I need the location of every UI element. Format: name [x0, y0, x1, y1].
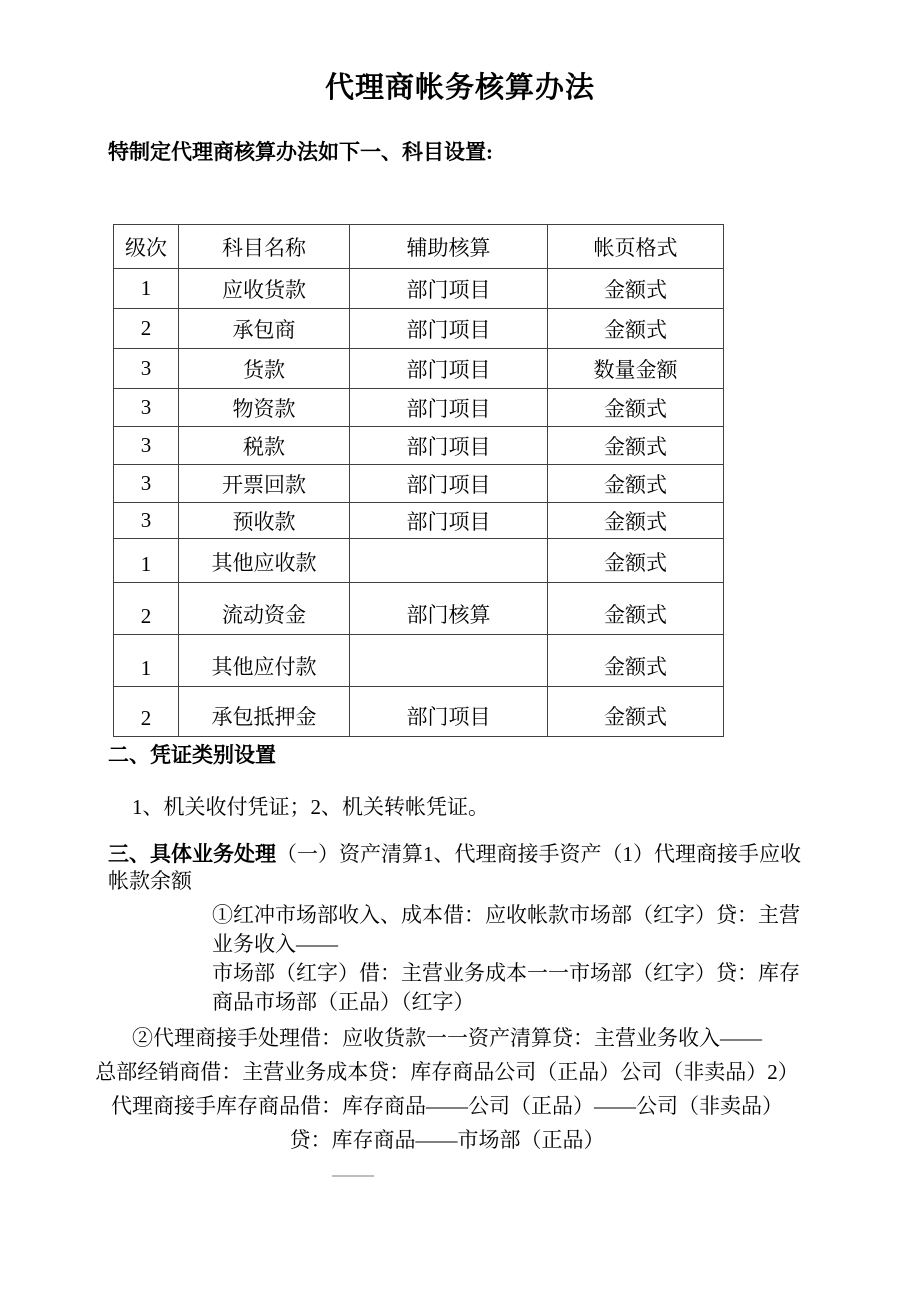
- table-cell: 3: [114, 503, 179, 539]
- entry-line: 贷：库存商品——市场部（正品）: [289, 1128, 605, 1152]
- table-row: [114, 349, 724, 389]
- entry-line: 代理商接手库存商品借：库存商品——公司（正品）——公司（非卖品）: [111, 1094, 783, 1118]
- entry-line: ①红冲市场部收入、成本借：应收帐款市场部（红字）贷：主营业务收入——: [212, 903, 800, 956]
- table-row: [114, 583, 724, 635]
- table-cell: 金额式: [548, 503, 724, 539]
- table-cell: 部门项目: [350, 269, 548, 309]
- table-cell: 2: [114, 687, 179, 737]
- table-cell: 部门核算: [350, 583, 548, 635]
- column-header: 辅助核算: [350, 225, 548, 269]
- table-row: [114, 309, 724, 349]
- table-cell: 物资款: [179, 389, 350, 427]
- table-cell: 数量金额: [548, 349, 724, 389]
- entry-line: ②代理商接手处理借：应收货款一一资产清算贷：主营业务收入——: [132, 1026, 762, 1050]
- section3-heading-rest-part: （一）资产清算1、代理商接手资产（1）代理商接手应收帐款余额: [108, 842, 801, 893]
- table-cell: 金额式: [548, 389, 724, 427]
- column-header: 帐页格式: [548, 225, 724, 269]
- table-row: [114, 539, 724, 583]
- column-header: 科目名称: [179, 225, 350, 269]
- entry-line: 总部经销商借：主营业务成本贷：库存商品公司（正品）公司（非卖品）2）: [95, 1060, 799, 1084]
- page-title: 代理商帐务核算办法: [324, 72, 595, 104]
- table-cell: 承包商: [179, 309, 350, 349]
- table-cell: 其他应付款: [179, 635, 350, 687]
- table-cell: 金额式: [548, 635, 724, 687]
- table-cell: 2: [114, 583, 179, 635]
- table-cell: 部门项目: [350, 309, 548, 349]
- table-body: [114, 269, 724, 737]
- table-row: [114, 503, 724, 539]
- section2-body: 1、机关收付凭证；2、机关转帐凭证。: [132, 795, 489, 819]
- table-cell: 部门项目: [350, 687, 548, 737]
- table-cell: 金额式: [548, 687, 724, 737]
- table-cell: 其他应收款: [179, 539, 350, 583]
- accounts-table: [113, 224, 724, 737]
- table-cell: [350, 539, 548, 583]
- table-row: [114, 635, 724, 687]
- table-cell: 金额式: [548, 539, 724, 583]
- section3-heading: [108, 841, 814, 895]
- entry-line: 市场部（红字）借：主营业务成本一一市场部（红字）贷：库存商品市场部（正品）（红字）: [212, 961, 800, 1014]
- table-cell: [350, 635, 548, 687]
- table-row: [114, 687, 724, 737]
- table-cell: 承包抵押金: [179, 687, 350, 737]
- table-cell: 1: [114, 635, 179, 687]
- table-cell: 部门项目: [350, 389, 548, 427]
- table-row: [114, 465, 724, 503]
- entry-block-2: [90, 1021, 804, 1191]
- table-cell: 金额式: [548, 269, 724, 309]
- table-cell: 流动资金: [179, 583, 350, 635]
- table-cell: 金额式: [548, 427, 724, 465]
- table-cell: 应收货款: [179, 269, 350, 309]
- intro-heading: 特制定代理商核算办法如下一、科目设置:: [108, 140, 493, 164]
- table-header-row: [114, 225, 724, 269]
- table-cell: 税款: [179, 427, 350, 465]
- table-cell: 部门项目: [350, 503, 548, 539]
- table-row: [114, 427, 724, 465]
- column-header: 级次: [114, 225, 179, 269]
- table-row: [114, 269, 724, 309]
- table-cell: 部门项目: [350, 427, 548, 465]
- table-cell: 预收款: [179, 503, 350, 539]
- table-cell: 开票回款: [179, 465, 350, 503]
- section3-heading-bold-part: 三、具体业务处理: [108, 842, 276, 866]
- table-cell: 金额式: [548, 583, 724, 635]
- table-cell: 1: [114, 269, 179, 309]
- table-row: [114, 389, 724, 427]
- trailing-dash: ——: [332, 1162, 374, 1186]
- section2-heading: 二、凭证类别设置: [108, 743, 276, 767]
- table-cell: 1: [114, 539, 179, 583]
- table-cell: 3: [114, 465, 179, 503]
- table-cell: 3: [114, 389, 179, 427]
- table-cell: 部门项目: [350, 465, 548, 503]
- table-cell: 3: [114, 427, 179, 465]
- table-cell: 3: [114, 349, 179, 389]
- table-cell: 金额式: [548, 465, 724, 503]
- entry-block-1: [212, 901, 804, 1017]
- table-cell: 部门项目: [350, 349, 548, 389]
- table-cell: 2: [114, 309, 179, 349]
- table-cell: 金额式: [548, 309, 724, 349]
- table-cell: 货款: [179, 349, 350, 389]
